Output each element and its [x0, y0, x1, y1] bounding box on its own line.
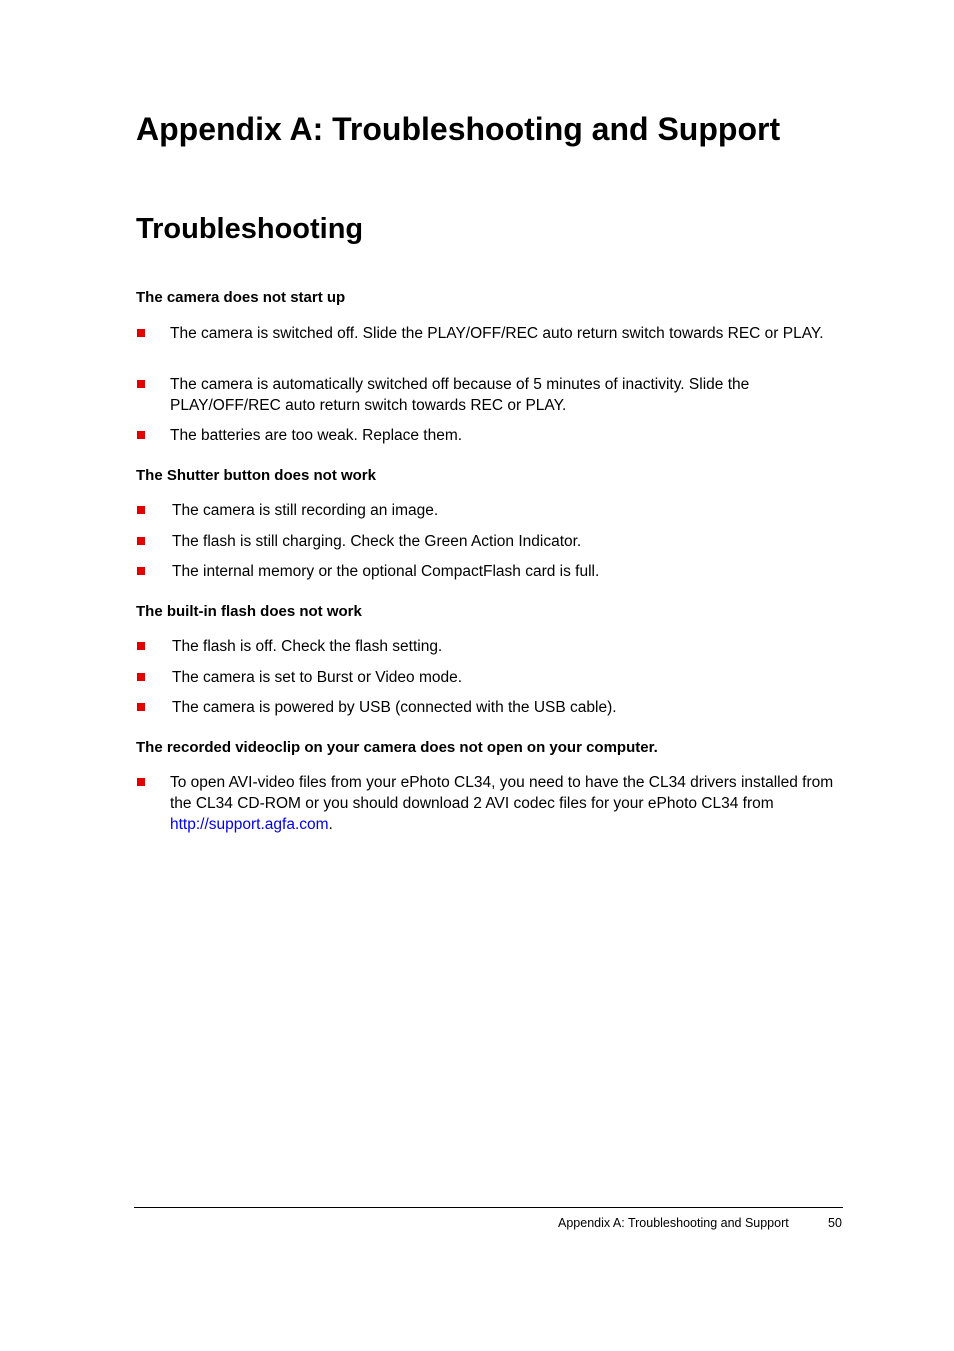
bullet-icon [137, 506, 145, 514]
page-title: Appendix A: Troubleshooting and Support [136, 111, 781, 147]
list-item-text: The camera is powered by USB (connected with the USB cable). [172, 699, 617, 716]
bullet-icon [137, 778, 145, 786]
group-heading-shutter: The Shutter button does not work [136, 467, 376, 484]
bullet-icon [137, 329, 145, 337]
footer-title: Appendix A: Troubleshooting and Support [558, 1216, 789, 1230]
bullet-icon [137, 567, 145, 575]
section-title: Troubleshooting [136, 213, 364, 245]
bullet-icon [137, 673, 145, 681]
list-item-text-end: . [328, 816, 333, 833]
group-heading-flash: The built-in flash does not work [136, 603, 362, 620]
list-item-text: The internal memory or the optional CompactFlash card is full. [172, 563, 600, 580]
group-heading-startup: The camera does not start up [136, 289, 346, 306]
bullet-icon [137, 431, 145, 439]
page-number: 50 [828, 1216, 842, 1230]
footer-rule [134, 1207, 843, 1208]
list-item-text: The flash is still charging. Check the Green Action Indicator. [172, 533, 582, 550]
list-item-text: The batteries are too weak. Replace them. [170, 427, 463, 444]
list-item-text: The camera is switched off. Slide the PLAY/OFF/REC auto return switch towards REC or PLAY. [170, 325, 824, 342]
bullet-icon [137, 642, 145, 650]
list-item-text: The camera is automatically switched off because of 5 minutes of inactivity. Slide the PLAY/OFF/REC auto return switch towards REC or PLAY. [170, 376, 750, 414]
bullet-icon [137, 537, 145, 545]
list-item-text: The camera is still recording an image. [172, 502, 439, 519]
list-item-text [170, 772, 836, 835]
list-item-text: The camera is set to Burst or Video mode. [172, 669, 463, 686]
group-heading-videoclip: The recorded videoclip on your camera does not open on your computer. [136, 739, 658, 756]
bullet-icon [137, 703, 145, 711]
support-link[interactable]: http://support.agfa.com [170, 816, 329, 833]
list-item-text: The flash is off. Check the flash setting. [172, 638, 443, 655]
bullet-icon [137, 380, 145, 388]
list-item-text-body: To open AVI-video files from your ePhoto CL34, you need to have the CL34 drivers installed from the CL34 CD-ROM or you should download 2 AVI codec files for your ePhoto CL34 from [170, 774, 834, 812]
